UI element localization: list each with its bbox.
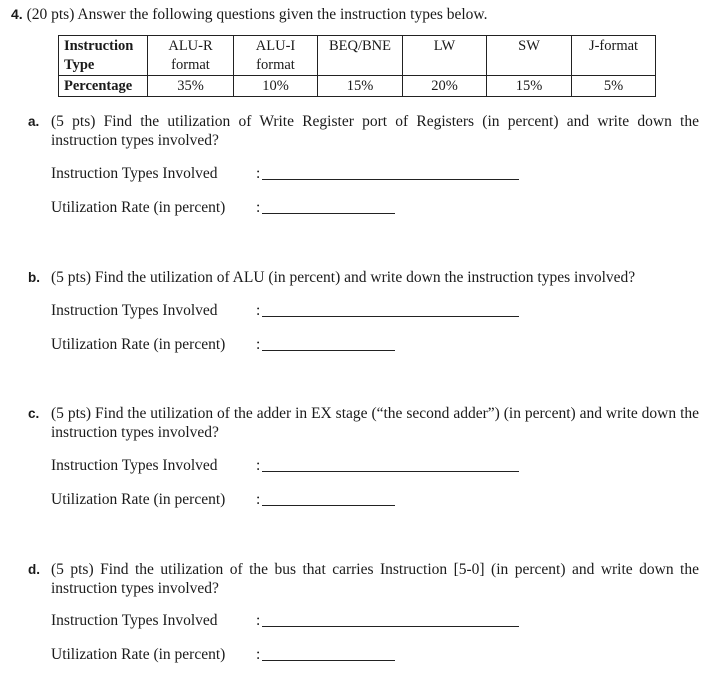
part-d-rate-label: Utilization Rate (in percent) [51, 646, 226, 663]
table-cell-beq-bne: BEQ/BNE [318, 36, 403, 76]
question-heading [11, 6, 487, 24]
part-b-rate-answer-line[interactable] [262, 350, 395, 351]
table-cell-percent: 15% [487, 76, 572, 97]
table-cell-alu-i: ALU-I format [234, 36, 318, 76]
part-c-types-answer-line[interactable] [262, 471, 519, 472]
part-c-rate-label: Utilization Rate (in percent) [51, 491, 226, 508]
question-number: 4. [11, 6, 23, 22]
part-c-rate-answer-line[interactable] [262, 505, 395, 506]
part-b-letter: b. [28, 270, 40, 285]
part-b-types-colon: : [256, 302, 261, 319]
table-header-percentage: Percentage [59, 76, 148, 97]
part-a-types-colon: : [256, 165, 261, 182]
part-d-rate-colon: : [256, 646, 261, 663]
part-c-types-label: Instruction Types Involved [51, 457, 218, 474]
part-a-types-answer-line[interactable] [262, 179, 519, 180]
part-b-question: (5 pts) Find the utilization of ALU (in percent) and write down the instruction types involved? [51, 269, 636, 286]
table-cell-percent: 15% [318, 76, 403, 97]
part-a-rate-colon: : [256, 199, 261, 216]
table-cell-percent: 20% [403, 76, 487, 97]
table-cell-lw: LW [403, 36, 487, 76]
table-cell-alu-r: ALU-R format [148, 36, 234, 76]
part-a-rate-answer-line[interactable] [262, 213, 395, 214]
part-d-types-answer-line[interactable] [262, 626, 519, 627]
part-a-letter: a. [28, 114, 40, 129]
table-header-type: Instruction Type [59, 36, 148, 76]
part-d-letter: d. [28, 562, 40, 577]
part-c-rate-colon: : [256, 491, 261, 508]
part-a-rate-label: Utilization Rate (in percent) [51, 199, 226, 216]
part-a-types-label: Instruction Types Involved [51, 165, 218, 182]
table-cell-sw: SW [487, 36, 572, 76]
table-cell-percent: 35% [148, 76, 234, 97]
part-a-question: (5 pts) Find the utilization of Write Register port of Registers (in percent) and write down the instruction types involved? [51, 113, 699, 149]
instruction-type-table [58, 35, 656, 97]
part-c-letter: c. [28, 406, 40, 421]
table-row-types [59, 36, 656, 76]
part-d-rate-answer-line[interactable] [262, 660, 395, 661]
part-b-types-label: Instruction Types Involved [51, 302, 218, 319]
table-row-percentage [59, 76, 656, 97]
part-c-question: (5 pts) Find the utilization of the adder in EX stage (“the second adder”) (in percent) and write down the instruction types involved? [51, 405, 699, 441]
part-b-rate-label: Utilization Rate (in percent) [51, 336, 226, 353]
part-d-types-label: Instruction Types Involved [51, 612, 218, 629]
table-cell-percent: 10% [234, 76, 318, 97]
part-d-types-colon: : [256, 612, 261, 629]
table-cell-j-format: J-format [572, 36, 656, 76]
table-cell-percent: 5% [572, 76, 656, 97]
question-intro: (20 pts) Answer the following questions given the instruction types below. [26, 6, 488, 23]
part-b-types-answer-line[interactable] [262, 316, 519, 317]
part-d-question: (5 pts) Find the utilization of the bus that carries Instruction [5-0] (in percent) and write down the instruction types involved? [51, 561, 699, 597]
part-c-types-colon: : [256, 457, 261, 474]
part-b-rate-colon: : [256, 336, 261, 353]
